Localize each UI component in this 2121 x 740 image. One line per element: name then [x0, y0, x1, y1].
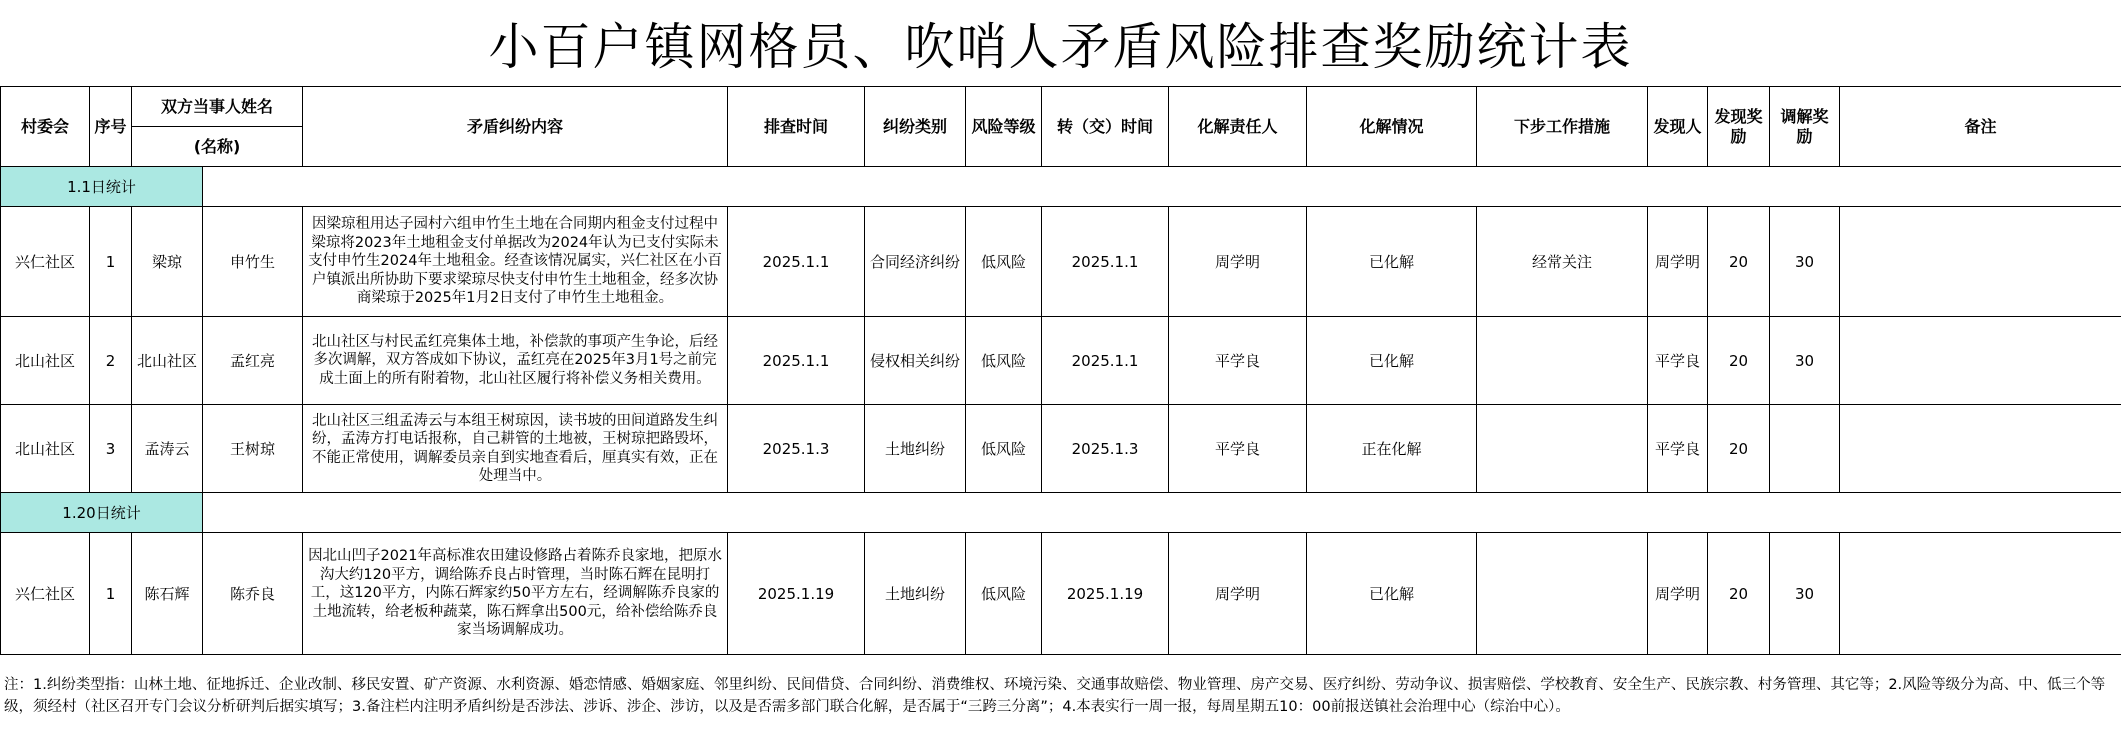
- cell-party-b: 孟红亮: [203, 317, 303, 405]
- header-content: 矛盾纠纷内容: [303, 87, 728, 167]
- cell-village: 北山社区: [1, 317, 90, 405]
- cell-content: 北山社区三组孟涛云与本组王树琼因，读书坡的田间道路发生纠纷，孟涛方打电话报称，自己耕管的土地被，王树琼把路毁坏，不能正常使用，调解委员亲自到实地查看后，厘真实有效，正在处理当中。: [303, 405, 728, 493]
- cell-remarks: [1840, 405, 2121, 493]
- cell-village: 兴仁社区: [1, 207, 90, 317]
- cell-risk: 低风险: [966, 207, 1042, 317]
- cell-seq: 1: [90, 533, 132, 655]
- statistics-table: [0, 86, 2121, 655]
- cell-discover-reward: 20: [1708, 317, 1770, 405]
- cell-check-time: 2025.1.1: [728, 317, 865, 405]
- page-title: 小百户镇网格员、吹哨人矛盾风险排查奖励统计表: [488, 18, 1633, 76]
- cell-resolution: 已化解: [1307, 317, 1477, 405]
- cell-party-b: 陈乔良: [203, 533, 303, 655]
- cell-remarks: [1840, 317, 2121, 405]
- cell-next-steps: [1477, 405, 1648, 493]
- cell-party-b: 王树琼: [203, 405, 303, 493]
- cell-resolution: 已化解: [1307, 533, 1477, 655]
- cell-remarks: [1840, 207, 2121, 317]
- cell-mediation-reward: 30: [1770, 533, 1840, 655]
- group-label: 1.20日统计: [1, 493, 203, 533]
- group-blank: [203, 167, 2121, 207]
- group-label: 1.1日统计: [1, 167, 203, 207]
- cell-party-a: 孟涛云: [132, 405, 203, 493]
- cell-discover-reward: 20: [1708, 533, 1770, 655]
- cell-content: 北山社区与村民孟红亮集体土地，补偿款的事项产生争论，后经多次调解，双方答成如下协议，孟红亮在2025年3月1号之前完成土面上的所有附着物，北山社区履行将补偿义务相关费用。: [303, 317, 728, 405]
- cell-risk: 低风险: [966, 405, 1042, 493]
- cell-check-time: 2025.1.1: [728, 207, 865, 317]
- header-parties: 双方当事人姓名: [132, 87, 303, 127]
- table-row: [1, 317, 2121, 405]
- table-row: [1, 207, 2121, 317]
- cell-village: 兴仁社区: [1, 533, 90, 655]
- cell-seq: 3: [90, 405, 132, 493]
- cell-remarks: [1840, 533, 2121, 655]
- header-category: 纠纷类别: [865, 87, 966, 167]
- cell-party-a: 梁琼: [132, 207, 203, 317]
- cell-category: 侵权相关纠纷: [865, 317, 966, 405]
- table-row: [1, 405, 2121, 493]
- cell-party-a: 陈石辉: [132, 533, 203, 655]
- cell-resolution: 已化解: [1307, 207, 1477, 317]
- cell-check-time: 2025.1.19: [728, 533, 865, 655]
- cell-transfer-time: 2025.1.3: [1042, 405, 1169, 493]
- cell-discoverer: 平学良: [1648, 405, 1708, 493]
- header-remarks: 备注: [1840, 87, 2121, 167]
- cell-responsible: 平学良: [1169, 317, 1307, 405]
- cell-mediation-reward: [1770, 405, 1840, 493]
- cell-party-b: 申竹生: [203, 207, 303, 317]
- footnote: 注：1.纠纷类型指：山林土地、征地拆迁、企业改制、移民安置、矿产资源、水利资源、婚恋情感、婚姻家庭、邻里纠纷、民间借贷、合同纠纷、消费维权、环境污染、交通事故赔偿、物业管理、房产交易、医疗纠纷、劳动争议、损害赔偿、学校教育、安全生产、民族宗教、村务管理、其它等；2.风险等级分为高、中、低三个等级，须经村（社区召开专门会议分析研判后据实填写；3.备注栏内注明矛盾纠纷是否涉法、涉诉、涉企、涉访，以及是否需多部门联合化解，是否属于“三跨三分离”；4.本表实行一周一报，每周星期五10：00前报送镇社会治理中心（综治中心）。: [4, 677, 2106, 715]
- cell-content: 因梁琼租用达子园村六组申竹生土地在合同期内租金支付过程中梁琼将2023年土地租金支付单据改为2024年认为已支付实际未支付申竹生2024年土地租金。经查该情况属实，兴仁社区在小百户镇派出所协助下要求梁琼尽快支付申竹生土地租金，经多次协商梁琼于2025年1月2日支付了申竹生土地租金。: [303, 207, 728, 317]
- header-discover-reward: 发现奖励: [1708, 87, 1770, 167]
- cell-seq: 2: [90, 317, 132, 405]
- header-seq: 序号: [90, 87, 132, 167]
- cell-party-a: 北山社区: [132, 317, 203, 405]
- cell-check-time: 2025.1.3: [728, 405, 865, 493]
- header-transfer-time: 转（交）时间: [1042, 87, 1169, 167]
- cell-discover-reward: 20: [1708, 405, 1770, 493]
- header-responsible: 化解责任人: [1169, 87, 1307, 167]
- header-resolution: 化解情况: [1307, 87, 1477, 167]
- group-row: [1, 493, 2121, 533]
- cell-transfer-time: 2025.1.19: [1042, 533, 1169, 655]
- header-next-steps: 下步工作措施: [1477, 87, 1648, 167]
- cell-transfer-time: 2025.1.1: [1042, 207, 1169, 317]
- cell-next-steps: 经常关注: [1477, 207, 1648, 317]
- cell-category: 土地纠纷: [865, 533, 966, 655]
- header-mediation-reward: 调解奖励: [1770, 87, 1840, 167]
- cell-discover-reward: 20: [1708, 207, 1770, 317]
- cell-category: 合同经济纠纷: [865, 207, 966, 317]
- cell-seq: 1: [90, 207, 132, 317]
- header-village: 村委会: [1, 87, 90, 167]
- table-row: [1, 533, 2121, 655]
- cell-content: 因北山凹子2021年高标准农田建设修路占着陈乔良家地，把原水沟大约120平方，调给陈乔良占时管理，当时陈石辉在昆明打工，这120平方，内陈石辉家约50平方左右，经调解陈乔良家的土地流转，给老板种蔬菜，陈石辉拿出500元，给补偿给陈乔良家当场调解成功。: [303, 533, 728, 655]
- header-risk: 风险等级: [966, 87, 1042, 167]
- cell-discoverer: 平学良: [1648, 317, 1708, 405]
- cell-risk: 低风险: [966, 317, 1042, 405]
- cell-village: 北山社区: [1, 405, 90, 493]
- group-blank: [203, 493, 2121, 533]
- cell-category: 土地纠纷: [865, 405, 966, 493]
- cell-discoverer: 周学明: [1648, 207, 1708, 317]
- cell-risk: 低风险: [966, 533, 1042, 655]
- cell-responsible: 周学明: [1169, 533, 1307, 655]
- header-parties-name: (名称): [132, 127, 303, 167]
- cell-mediation-reward: 30: [1770, 317, 1840, 405]
- cell-responsible: 平学良: [1169, 405, 1307, 493]
- cell-next-steps: [1477, 533, 1648, 655]
- header-check-time: 排查时间: [728, 87, 865, 167]
- group-row: [1, 167, 2121, 207]
- cell-discoverer: 周学明: [1648, 533, 1708, 655]
- cell-responsible: 周学明: [1169, 207, 1307, 317]
- cell-resolution: 正在化解: [1307, 405, 1477, 493]
- cell-transfer-time: 2025.1.1: [1042, 317, 1169, 405]
- cell-next-steps: [1477, 317, 1648, 405]
- header-discoverer: 发现人: [1648, 87, 1708, 167]
- cell-mediation-reward: 30: [1770, 207, 1840, 317]
